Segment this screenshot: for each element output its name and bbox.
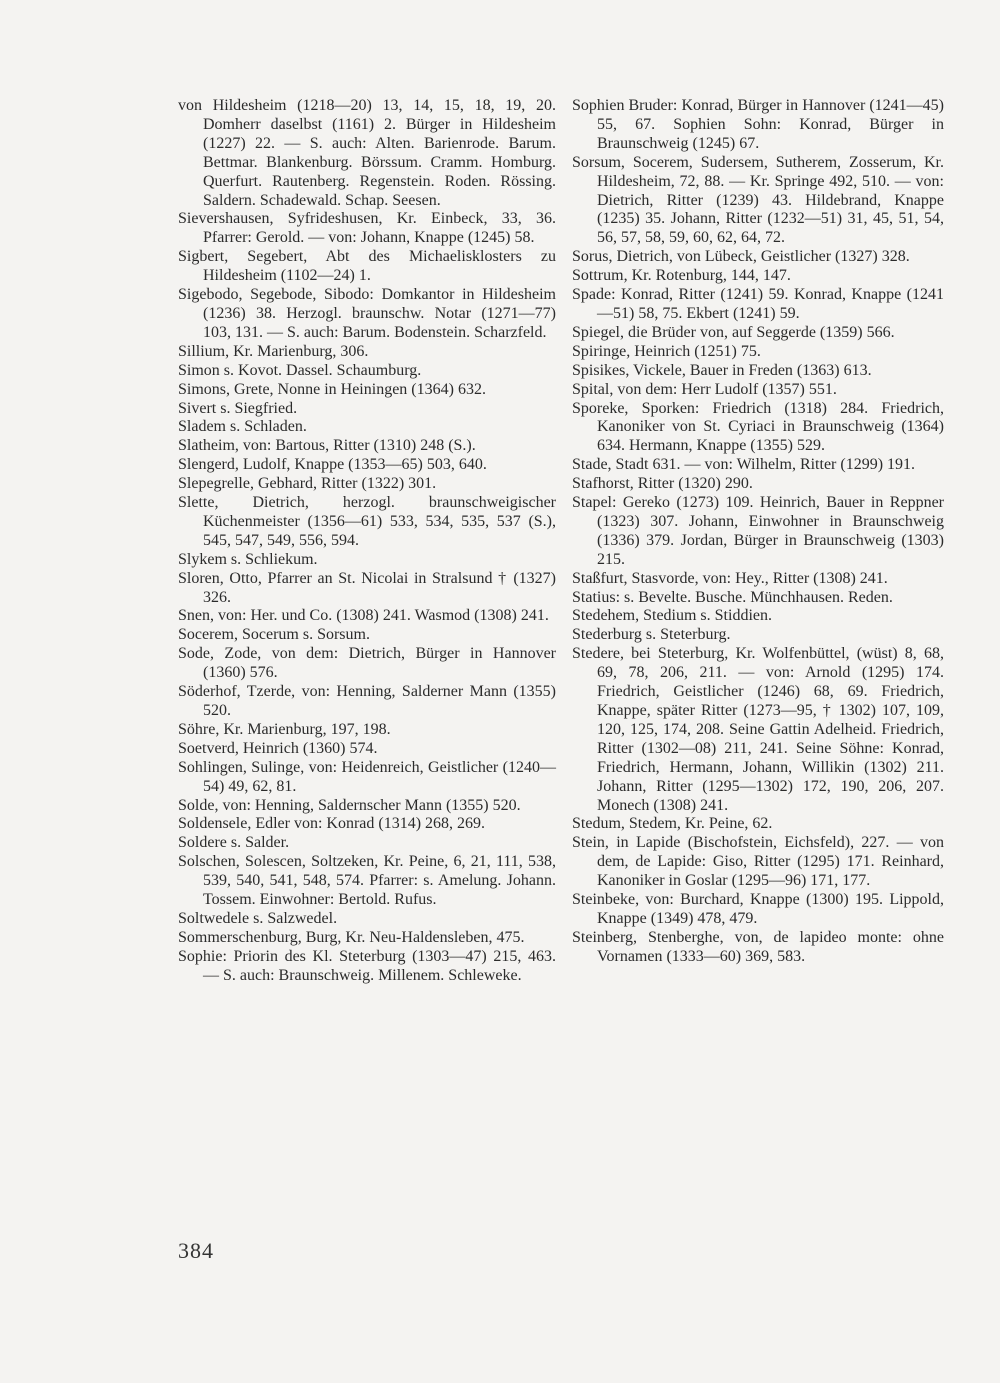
index-entry: Simon s. Kovot. Dassel. Schaumburg. bbox=[178, 361, 422, 379]
index-entry: Sophien Bruder: Konrad, Bürger in Hannover (1241—45) 55, 67. Sophien Sohn: Konrad, Bürger in Braunschweig (1245) 67. bbox=[572, 97, 944, 152]
index-entry: Solschen, Solescen, Soltzeken, Kr. Peine, 6, 21, 111, 538, 539, 540, 541, 548, 574. Pfarrer: s. Amelung. Johann. Tossem. Einwohner: Bertold. Rufus. bbox=[178, 853, 556, 909]
index-entry: Slengerd, Ludolf, Knappe (1353—65) 503, 640. bbox=[178, 456, 487, 474]
index-entry: Sladem s. Schladen. bbox=[178, 418, 307, 436]
index-entry: Söhre, Kr. Marienburg, 197, 198. bbox=[178, 720, 391, 738]
index-entry: Söderhof, Tzerde, von: Henning, Salderner Mann (1355) 520. bbox=[178, 683, 556, 719]
index-entry: Sode, Zode, von dem: Dietrich, Bürger in Hannover (1360) 576. bbox=[178, 645, 556, 682]
index-entry: Sottrum, Kr. Rotenburg, 144, 147. bbox=[572, 267, 791, 285]
index-entry: Sohlingen, Sulinge, von: Heidenreich, Geistlicher (1240—54) 49, 62, 81. bbox=[178, 758, 556, 795]
index-entry: Spisikes, Vickele, Bauer in Freden (1363) 613. bbox=[572, 361, 872, 379]
index-entry: Sillium, Kr. Marienburg, 306. bbox=[178, 342, 369, 360]
index-entry: Spital, von dem: Herr Ludolf (1357) 551. bbox=[572, 380, 837, 398]
index-entry: Steinberg, Stenberghe, von, de lapideo monte: ohne Vornamen (1333—60) 369, 583. bbox=[572, 928, 944, 965]
index-entry: Sommerschenburg, Burg, Kr. Neu-Haldensleben, 475. bbox=[178, 928, 525, 946]
index-entry: Slepegrelle, Gebhard, Ritter (1322) 301. bbox=[178, 475, 437, 493]
index-entry: Soldensele, Edler von: Konrad (1314) 268, 269. bbox=[178, 815, 486, 833]
index-entry: Slykem s. Schliekum. bbox=[178, 550, 318, 568]
index-entry: Sophie: Priorin des Kl. Steterburg (1303—47) 215, 463. — S. auch: Braunschweig. Millenem. Schleweke. bbox=[178, 947, 556, 984]
index-entry: Snen, von: Her. und Co. (1308) 241. Wasmod (1308) 241. bbox=[178, 607, 549, 625]
index-entry: Stedere, bei Steterburg, Kr. Wolfenbüttel, (wüst) 8, 68, 69, 78, 206, 211. — von: Arnold (1295) 174. Friedrich, Geistlicher (1246) 68, 69. Friedrich, Knappe, später Ritter (1273—95, † 1302) 107, 109, 120, 125, 174, 208. Seine Gattin Adelheid. Friedrich, Ritter (1302—08) 211, 241. Seine Söhne: Konrad, Friedrich, Hermann, Johann, Willikin (1302) 211. Johann, Ritter (1295—1302) 172, 190, 206, 207. Monech (1308) 241. bbox=[572, 645, 944, 814]
index-entry: Spiringe, Heinrich (1251) 75. bbox=[572, 342, 761, 360]
index-entry: Socerem, Socerum s. Sorsum. bbox=[178, 626, 370, 644]
right-column bbox=[572, 97, 944, 967]
index-entry: Solde, von: Henning, Saldernscher Mann (1355) 520. bbox=[178, 796, 521, 814]
index-entry: Stein, in Lapide (Bischofstein, Eichsfeld), 227. — von dem, de Lapide: Giso, Ritter (1295) 171. Reinhard, Kanoniker in Goslar (1295—96) 171, 177. bbox=[572, 834, 944, 890]
index-entry: Slatheim, von: Bartous, Ritter (1310) 248 (S.). bbox=[178, 437, 476, 455]
index-entry: Sorus, Dietrich, von Lübeck, Geistlicher (1327) 328. bbox=[572, 248, 910, 266]
index-entry: Stapel: Gereko (1273) 109. Heinrich, Bauer in Reppner (1323) 307. Johann, Einwohner in Braunschweig (1336) 379. Jordan, Bürger in Braunschweig (1303) 215. bbox=[572, 494, 944, 568]
index-entry: Stederburg s. Steterburg. bbox=[572, 626, 731, 644]
index-entry: Stade, Stadt 631. — von: Wilhelm, Ritter (1299) 191. bbox=[572, 456, 916, 474]
page-number: 384 bbox=[178, 1238, 214, 1263]
index-entry: Staßfurt, Stasvorde, von: Hey., Ritter (1308) 241. bbox=[572, 569, 888, 587]
index-entry: Statius: s. Bevelte. Busche. Münchhausen. Reden. bbox=[572, 588, 893, 606]
index-entry: Stafhorst, Ritter (1320) 290. bbox=[572, 475, 753, 493]
index-entry: Soldere s. Salder. bbox=[178, 834, 290, 852]
index-entry: Stedehem, Stedium s. Stiddien. bbox=[572, 607, 772, 625]
index-entry: Slette, Dietrich, herzogl. braunschweigischer Küchenmeister (1356—61) 533, 534, 535, 537 (S.), 545, 547, 549, 556, 594. bbox=[178, 494, 556, 549]
index-entry: Sigebodo, Segebode, Sibodo: Domkantor in Hildesheim (1236) 38. Herzogl. braunschw. Notar (1271—77) 103, 131. — S. auch: Barum. Bodenstein. Scharzfeld. bbox=[178, 286, 556, 341]
index-entry: Steinbeke, von: Burchard, Knappe (1300) 195. Lippold, Knappe (1349) 478, 479. bbox=[572, 891, 944, 927]
index-entry: Spade: Konrad, Ritter (1241) 59. Konrad, Knappe (1241—51) 58, 75. Ekbert (1241) 59. bbox=[572, 286, 944, 322]
index-entry: Stedum, Stedem, Kr. Peine, 62. bbox=[572, 815, 773, 833]
index-entry: Simons, Grete, Nonne in Heiningen (1364) 632. bbox=[178, 380, 486, 398]
index-entry: Spiegel, die Brüder von, auf Seggerde (1359) 566. bbox=[572, 323, 895, 341]
index-entry: von Hildesheim (1218—20) 13, 14, 15, 18, 19, 20. Domherr daselbst (1161) 2. Bürger in Hildesheim (1227) 22. — S. auch: Alten. Barienrode. Barum. Bettmar. Blankenburg. Börssum. Cramm. Homburg. Querfurt. Rautenberg. Regenstein. Roden. Rössing. Saldern. Schadewald. Schap. Seesen. bbox=[178, 97, 556, 209]
index-entry: Sporeke, Sporken: Friedrich (1318) 284. Friedrich, Kanoniker von St. Cyriaci in Braunschweig (1364) 634. Hermann, Knappe (1355) 529. bbox=[572, 399, 944, 455]
index-entry: Sigbert, Segebert, Abt des Michaelisklosters zu Hildesheim (1102—24) 1. bbox=[178, 248, 556, 285]
index-entry: Sivert s. Siegfried. bbox=[178, 399, 298, 417]
index-entry: Sloren, Otto, Pfarrer an St. Nicolai in Stralsund † (1327) 326. bbox=[178, 569, 556, 606]
index-entry: Soetverd, Heinrich (1360) 574. bbox=[178, 739, 378, 757]
index-entry: Soltwedele s. Salzwedel. bbox=[178, 909, 338, 927]
index-entry: Sievershausen, Syfrideshusen, Kr. Einbeck, 33, 36. Pfarrer: Gerold. — von: Johann, Knappe (1245) 58. bbox=[178, 210, 556, 247]
left-column bbox=[178, 97, 556, 986]
index-entry: Sorsum, Socerem, Sudersem, Sutherem, Zosserum, Kr. Hildesheim, 72, 88. — Kr. Springe 492, 510. — von: Dietrich, Ritter (1239) 43. Hildebrand, Knappe (1235) 35. Johann, Ritter (1232—51) 31, 45, 51, 54, 56, 57, 58, 59, 60, 62, 64, 72. bbox=[572, 153, 944, 247]
